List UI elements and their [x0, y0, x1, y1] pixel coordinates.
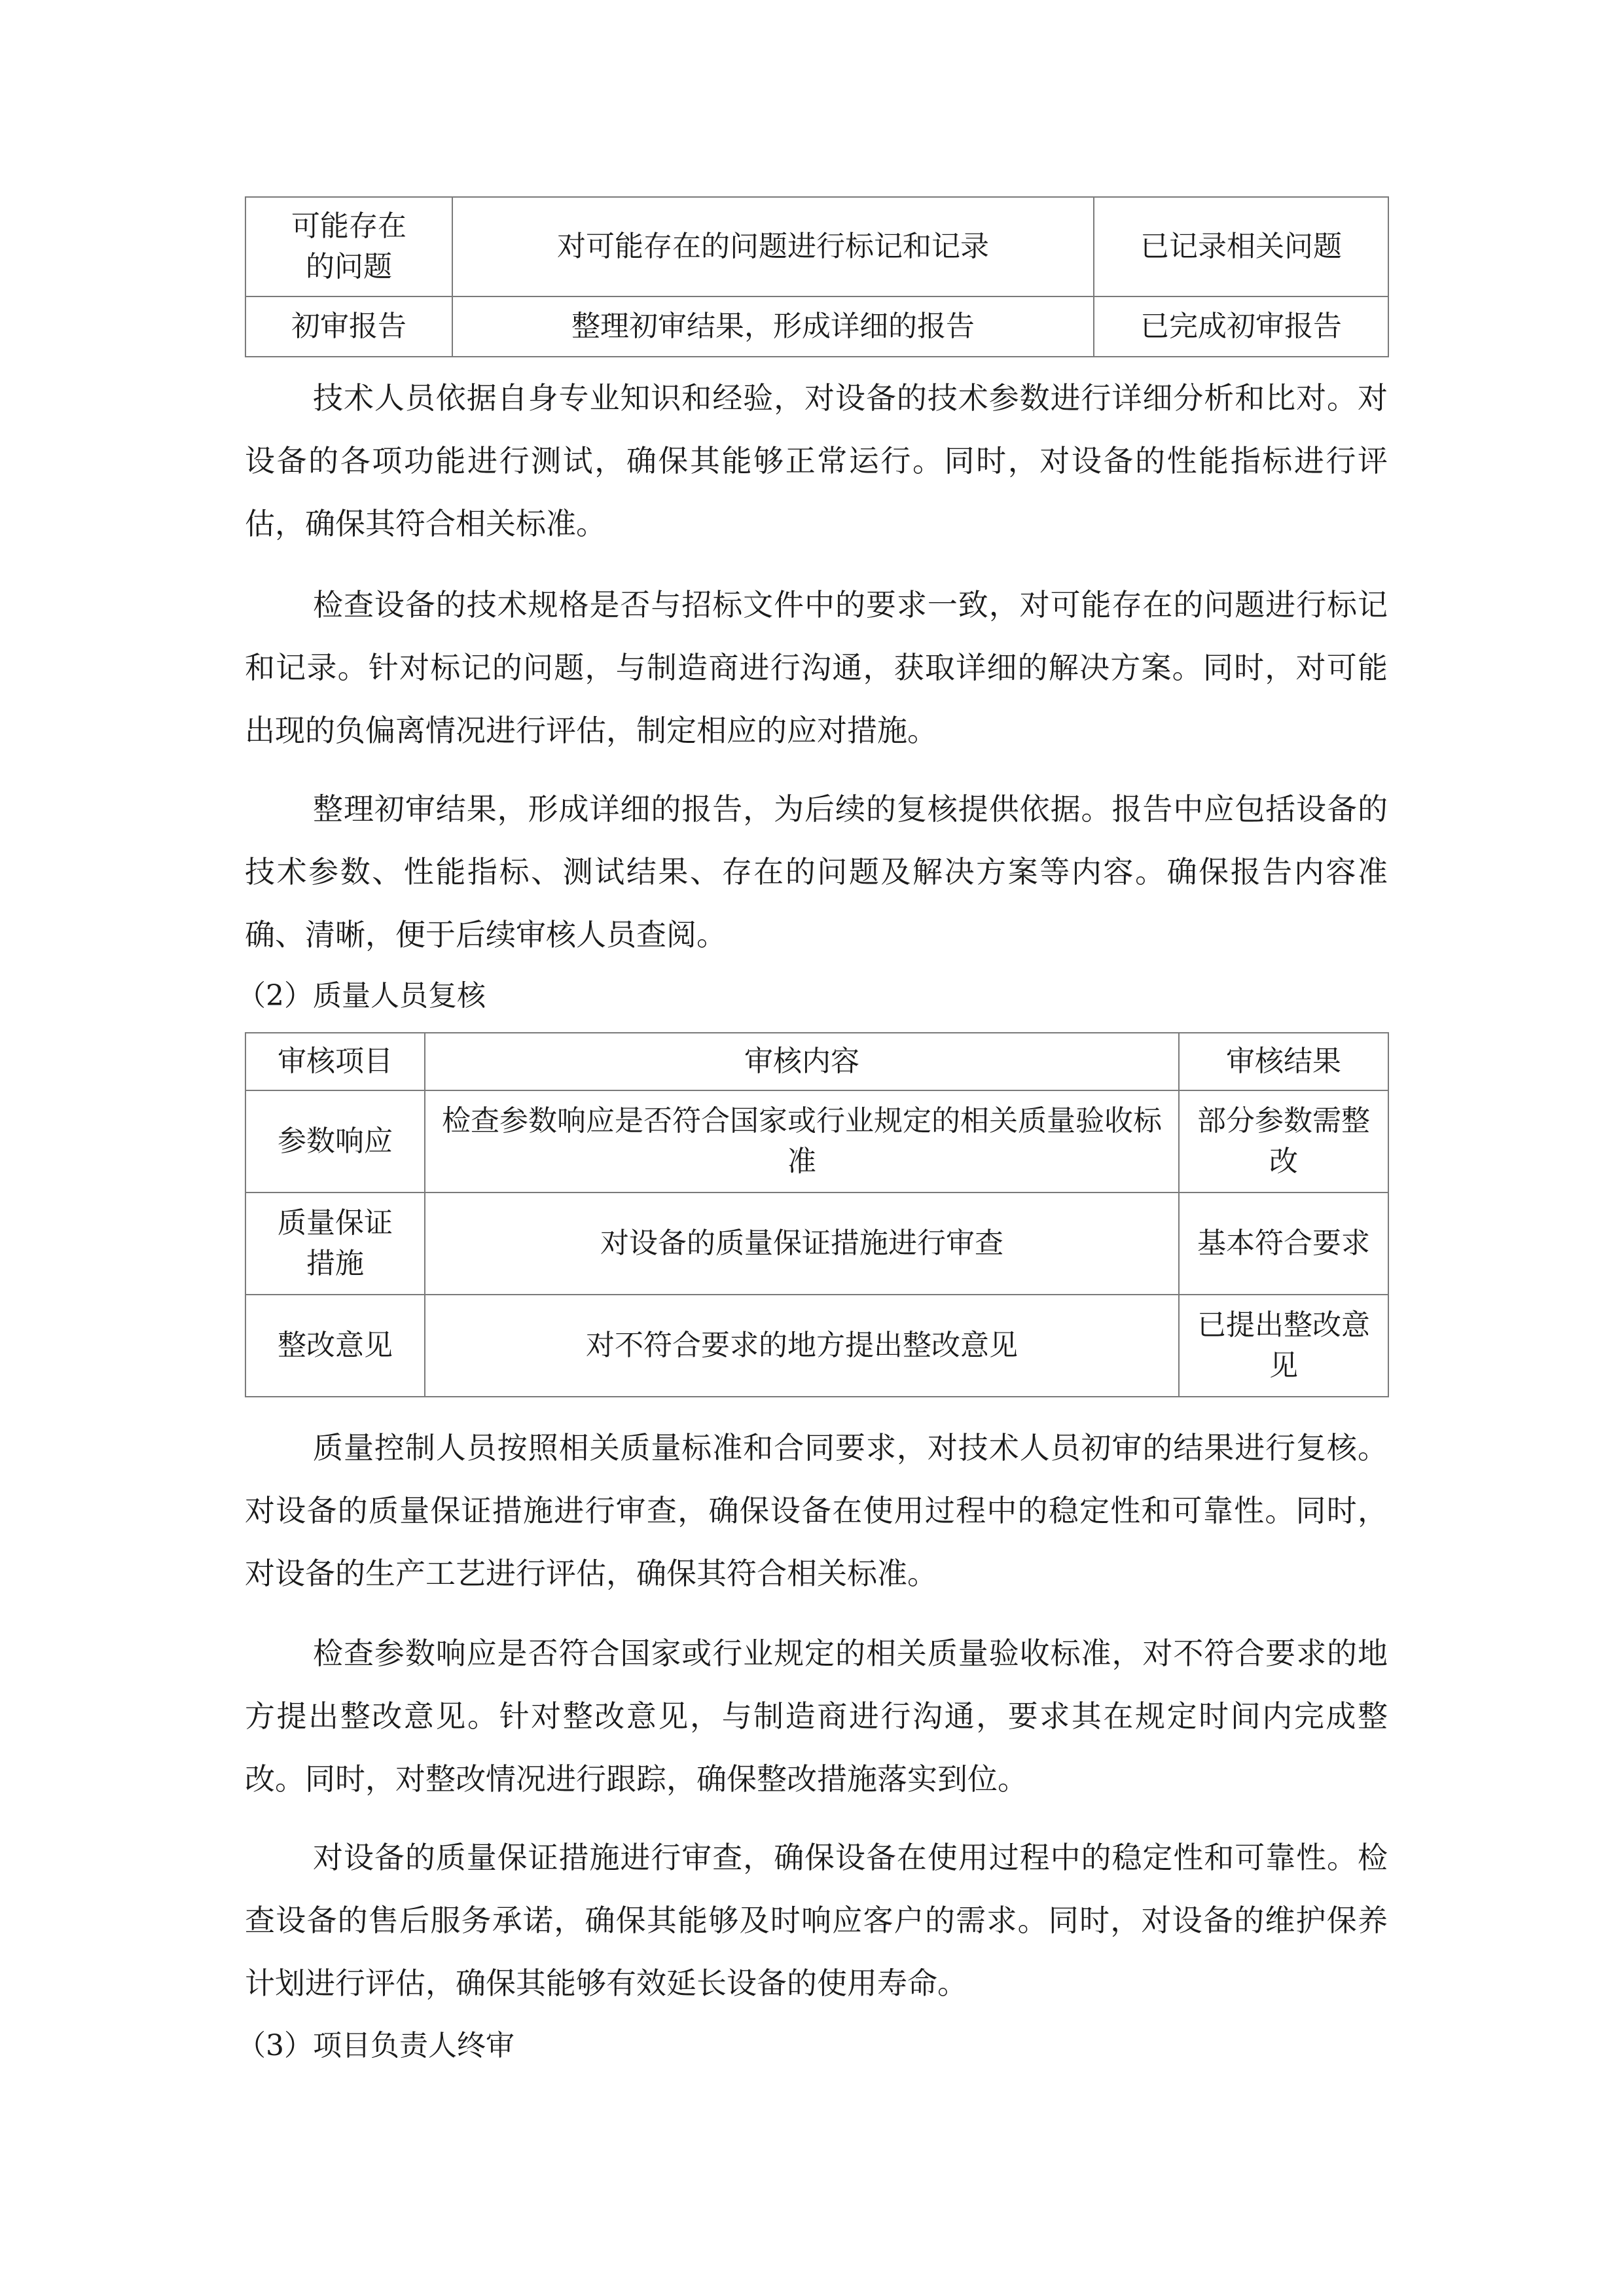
table-row — [245, 1090, 1388, 1193]
table-header-row — [245, 1033, 1388, 1090]
table-cell: 已提出整改意见 — [1179, 1295, 1388, 1397]
table-row — [245, 197, 1388, 296]
table-cell: 对不符合要求的地方提出整改意见 — [425, 1295, 1179, 1397]
table-cell: 已记录相关问题 — [1094, 197, 1388, 296]
section-heading: （3）项目负责人终审 — [237, 2029, 514, 2062]
table-cell: 已完成初审报告 — [1094, 296, 1388, 357]
quality-review-table — [245, 1032, 1389, 1397]
table-cell: 初审报告 — [245, 296, 452, 357]
paragraph: 质量控制人员按照相关质量标准和合同要求，对技术人员初审的结果进行复核。对设备的质量保证措施进行审查，确保设备在使用过程中的稳定性和可靠性。同时，对设备的生产工艺进行评估，确保其符合相关标准。 — [245, 1430, 1388, 1591]
paragraph: 检查参数响应是否符合国家或行业规定的相关质量验收标准，对不符合要求的地方提出整改意见。针对整改意见，与制造商进行沟通，要求其在规定时间内完成整改。同时，对整改情况进行跟踪，确保整改措施落实到位。 — [245, 1636, 1388, 1797]
table-row — [245, 1193, 1388, 1295]
table-cell: 基本符合要求 — [1179, 1193, 1388, 1295]
table-cell: 整改意见 — [245, 1295, 425, 1397]
table-cell: 质量保证措施 — [245, 1193, 425, 1295]
section-heading: （2）质量人员复核 — [237, 979, 486, 1013]
paragraph: 技术人员依据自身专业知识和经验，对设备的技术参数进行详细分析和比对。对设备的各项功能进行测试，确保其能够正常运行。同时，对设备的性能指标进行评估，确保其符合相关标准。 — [245, 380, 1388, 541]
table-cell: 检查参数响应是否符合国家或行业规定的相关质量验收标准 — [425, 1090, 1179, 1193]
table-cell: 对设备的质量保证措施进行审查 — [425, 1193, 1179, 1295]
table-row — [245, 296, 1388, 357]
table-cell: 参数响应 — [245, 1090, 425, 1193]
paragraph: 对设备的质量保证措施进行审查，确保设备在使用过程中的稳定性和可靠性。检查设备的售后服务承诺，确保其能够及时响应客户的需求。同时，对设备的维护保养计划进行评估，确保其能够有效延长设备的使用寿命。 — [245, 1840, 1388, 2001]
table-header-cell: 审核结果 — [1179, 1033, 1388, 1090]
table-header-cell: 审核内容 — [425, 1033, 1179, 1090]
table-cell: 对可能存在的问题进行标记和记录 — [452, 197, 1094, 296]
table-cell: 部分参数需整改 — [1179, 1090, 1388, 1193]
table-cell: 可能存在的问题 — [245, 197, 452, 296]
paragraph: 检查设备的技术规格是否与招标文件中的要求一致，对可能存在的问题进行标记和记录。针对标记的问题，与制造商进行沟通，获取详细的解决方案。同时，对可能出现的负偏离情况进行评估，制定相应的应对措施。 — [245, 587, 1388, 748]
paragraph: 整理初审结果，形成详细的报告，为后续的复核提供依据。报告中应包括设备的技术参数、性能指标、测试结果、存在的问题及解决方案等内容。确保报告内容准确、清晰，便于后续审核人员查阅。 — [245, 791, 1388, 952]
table-row — [245, 1295, 1388, 1397]
initial-review-table — [245, 196, 1389, 357]
table-cell: 整理初审结果，形成详细的报告 — [452, 296, 1094, 357]
table-header-cell: 审核项目 — [245, 1033, 425, 1090]
